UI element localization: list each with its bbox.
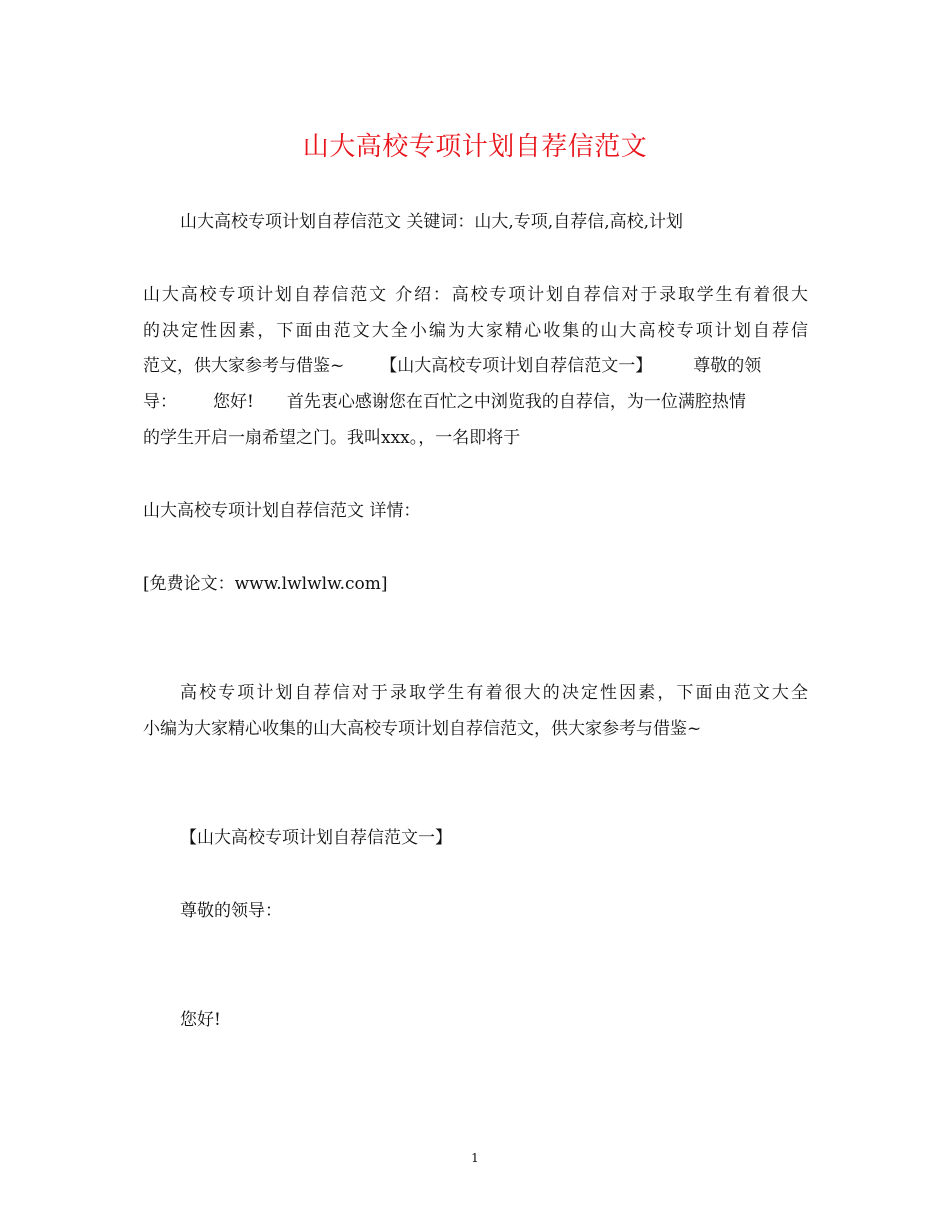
greeting: 您好!: [180, 1010, 221, 1030]
intro-line-3-part-b: 【山大高校专项计划自荐信范文一】: [380, 356, 653, 376]
intro-line-2: 的决定性因素，下面由范文大全小编为大家精心收集的山大高校专项计划自荐信: [143, 321, 808, 341]
intro-line-4-part-a: 导：: [143, 392, 177, 412]
intro-line-4-part-b: 您好!: [213, 392, 254, 412]
source-line: [免费论文：www.lwlwlw.com]: [143, 574, 388, 594]
document-title: 山大高校专项计划自荐信范文: [302, 132, 648, 162]
intro-line-4: [143, 391, 808, 413]
salutation: 尊敬的领导：: [180, 901, 282, 921]
intro-line-4-part-c: 首先衷心感谢您在百忙之中浏览我的自荐信，为一位满腔热情: [286, 392, 746, 412]
intro-line-1: 山大高校专项计划自荐信范文 介绍：高校专项计划自荐信对于录取学生有着很大: [143, 285, 808, 305]
keywords-line: 山大高校专项计划自荐信范文 关键词：山大,专项,自荐信,高校,计划: [180, 212, 684, 232]
body-line-1: 高校专项计划自荐信对于录取学生有着很大的决定性因素，下面由范文大全: [180, 683, 808, 703]
intro-line-3-part-c: 尊敬的领: [693, 356, 762, 376]
details-label: 山大高校专项计划自荐信范文 详情：: [143, 501, 421, 521]
intro-line-5: 的学生开启一扇希望之门。我叫xxx。，一名即将于: [143, 428, 521, 448]
letter-heading: 【山大高校专项计划自荐信范文一】: [180, 828, 452, 848]
page-number: 1: [471, 1151, 479, 1165]
body-line-2: 小编为大家精心收集的山大高校专项计划自荐信范文，供大家参考与借鉴~: [143, 719, 702, 739]
intro-line-3: [143, 355, 808, 377]
intro-line-3-part-a: 范文，供大家参考与借鉴~: [143, 356, 345, 376]
